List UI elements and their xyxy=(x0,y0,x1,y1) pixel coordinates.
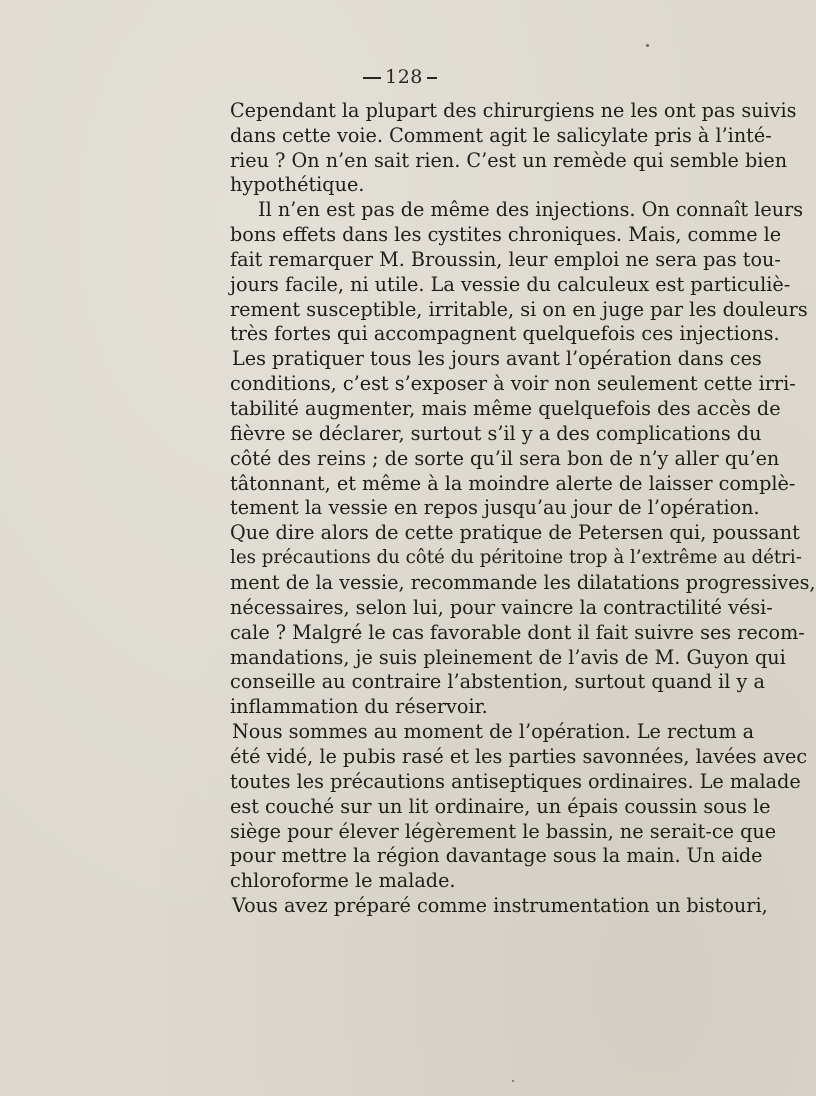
text-line: fièvre se déclarer, surtout s’il y a des complications du xyxy=(230,422,762,445)
text-line: conseille au contraire l’abstention, surtout quand il y a xyxy=(230,670,765,693)
text-line: est couché sur un lit ordinaire, un épais coussin sous le xyxy=(230,795,771,818)
text-line: Vous avez préparé comme instrumentation un bistouri, xyxy=(232,894,768,917)
paper-speck xyxy=(646,44,649,47)
text-line: nécessaires, selon lui, pour vaincre la contractilité vési- xyxy=(230,596,773,619)
text-line: hypothétique. xyxy=(230,173,365,196)
text-line: Que dire alors de cette pratique de Petersen qui, poussant xyxy=(230,521,800,544)
text-line: Il n’en est pas de même des injections. On connaît leurs xyxy=(258,198,804,221)
text-line: rement susceptible, irritable, si on en juge par les douleurs xyxy=(230,298,808,321)
text-line: dans cette voie. Comment agit le salicylate pris à l’inté- xyxy=(230,124,772,147)
text-line: siège pour élever légèrement le bassin, ne serait-ce que xyxy=(230,820,777,843)
text-line: bons effets dans les cystites chroniques. Mais, comme le xyxy=(230,223,782,246)
text-line: pour mettre la région davantage sous la main. Un aide xyxy=(230,844,763,867)
text-line: Nous sommes au moment de l’opération. Le rectum a xyxy=(232,720,755,743)
folio-dash-right xyxy=(427,77,437,79)
text-line: inflammation du réservoir. xyxy=(230,695,488,718)
paper-speck xyxy=(512,1080,514,1082)
text-line: chloroforme le malade. xyxy=(230,869,456,892)
text-line: conditions, c’est s’exposer à voir non seulement cette irri- xyxy=(230,372,796,395)
text-line: toutes les précautions antiseptiques ordinaires. Le malade xyxy=(230,770,801,793)
text-line: cale ? Malgré le cas favorable dont il fait suivre ses recom- xyxy=(230,621,805,644)
folio-dash-left xyxy=(363,77,381,79)
text-line: Les pratiquer tous les jours avant l’opération dans ces xyxy=(232,347,762,370)
text-line: tabilité augmenter, mais même quelquefois des accès de xyxy=(230,397,781,420)
text-line: fait remarquer M. Broussin, leur emploi ne sera pas tou- xyxy=(230,248,781,271)
text-line: tâtonnant, et même à la moindre alerte de laisser complè- xyxy=(230,472,796,495)
text-line: été vidé, le pubis rasé et les parties savonnées, lavées avec xyxy=(230,745,808,768)
text-line: rieu ? On n’en sait rien. C’est un remède qui semble bien xyxy=(230,149,788,172)
text-line: jours facile, ni utile. La vessie du calculeux est particuliè- xyxy=(230,273,791,296)
text-line: Cependant la plupart des chirurgiens ne les ont pas suivis xyxy=(230,99,797,122)
page-number-text: 128 xyxy=(385,66,423,88)
text-line: mandations, je suis pleinement de l’avis de M. Guyon qui xyxy=(230,646,786,669)
text-line: tement la vessie en repos jusqu’au jour de l’opération. xyxy=(230,496,760,519)
text-line: les précautions du côté du péritoine trop à l’extrême au détri- xyxy=(230,547,802,568)
text-line: ment de la vessie, recommande les dilatations progressives, xyxy=(230,571,816,594)
text-line: très fortes qui accompagnent quelquefois ces injections. xyxy=(230,322,780,345)
page-number xyxy=(0,66,800,88)
text-line: côté des reins ; de sorte qu’il sera bon de n’y aller qu’en xyxy=(230,447,780,470)
